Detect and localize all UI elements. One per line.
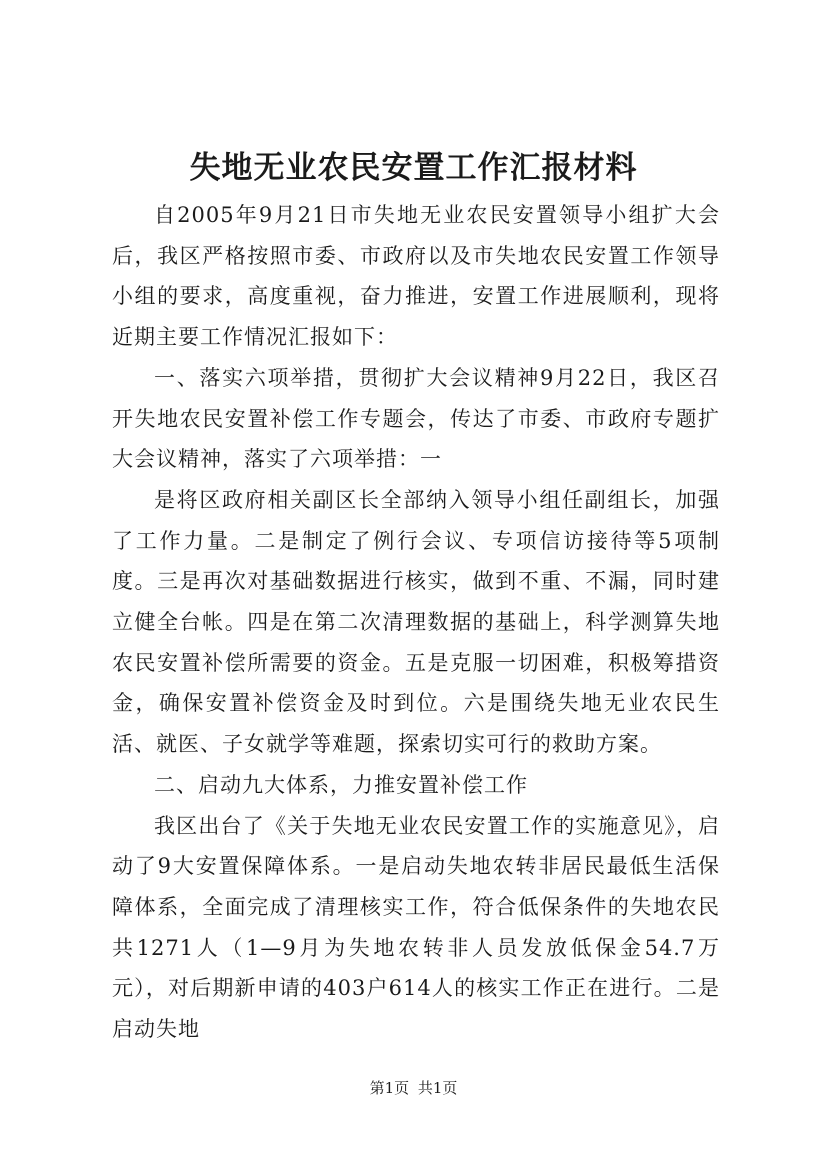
paragraph-measures: 是将区政府相关副区长全部纳入领导小组任副组长，加强了工作力量。二是制定了例行会议、专项信访接待等5项制度。三是再次对基础数据进行核实，做到不重、不漏，同时建立健全台帐。四是在第二次清理数据的基础上，科学测算失地农民安置补偿所需要的资金。五是克服一切困难，积极筹措资金，确保安置补偿资金及时到位。六是围绕失地无业农民生活、就医、子女就学等难题，探索切实可行的救助方案。 xyxy=(112,487,720,757)
document-body xyxy=(112,195,720,1050)
paragraph-section-one: 一、落实六项举措，贯彻扩大会议精神9月22日，我区召开失地农民安置补偿工作专题会，传达了市委、市政府专题扩大会议精神，落实了六项举措：一 xyxy=(112,365,720,472)
page-number: 第1页 xyxy=(369,1079,410,1097)
page-footer xyxy=(0,1078,827,1098)
page-total: 共1页 xyxy=(417,1079,458,1097)
document-title: 失地无业农民安置工作汇报材料 xyxy=(189,150,638,186)
paragraph-section-two: 二、启动九大体系，力推安置补偿工作 xyxy=(154,772,528,797)
paragraph-systems: 我区出台了《关于失地无业农民安置工作的实施意见》，启动了9大安置保障体系。一是启动失地农转非居民最低生活保障体系，全面完成了清理核实工作，符合低保条件的失地农民共1271人（1—9月为失地农转非人员发放低保金54.7万元），对后期新申请的403户614人的核实工作正在进行。二是启动失地 xyxy=(112,813,720,1042)
paragraph-intro: 自2005年9月21日市失地无业农民安置领导小组扩大会后，我区严格按照市委、市政府以及市失地农民安置工作领导小组的要求，高度重视，奋力推进，安置工作进展顺利，现将近期主要工作情况汇报如下： xyxy=(112,203,720,350)
